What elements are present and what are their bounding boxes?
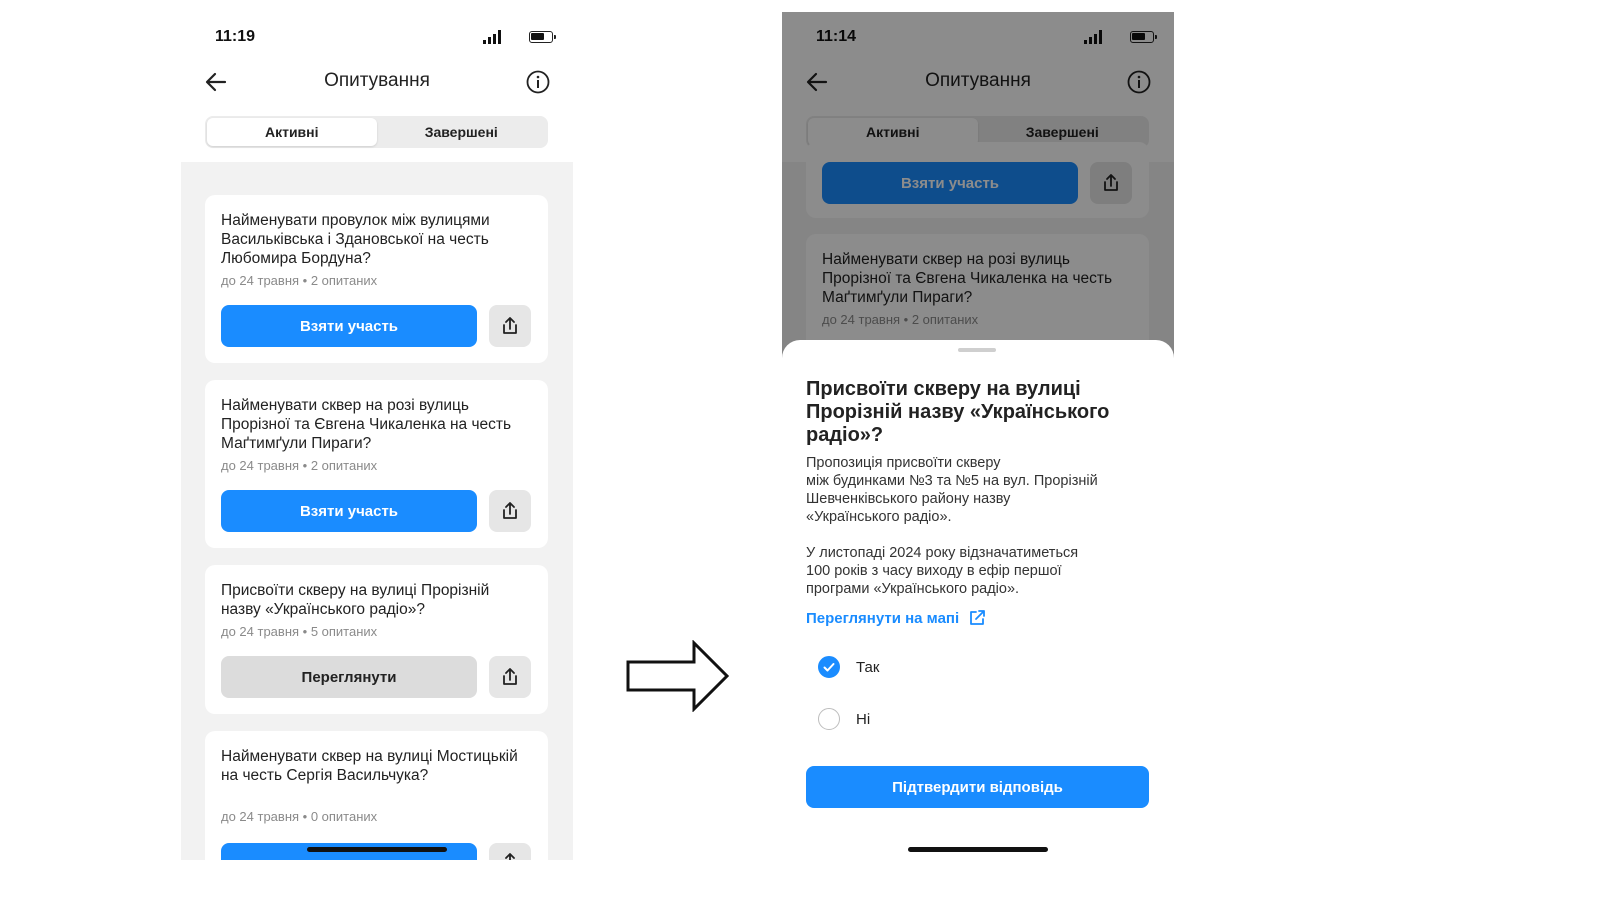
option-label: Так [856, 658, 880, 676]
share-button[interactable] [489, 656, 531, 698]
sheet-description: Пропозиція присвоїти скверу між будинками №3 та №5 на вул. Прорізній Шевченківського району назву «Українського радіо». [806, 455, 1098, 525]
status-time: 11:14 [816, 28, 857, 45]
poll-meta: до 24 травня • 0 опитаних [221, 809, 378, 824]
poll-card [205, 565, 548, 714]
tab-finished[interactable]: Завершені [1025, 124, 1099, 140]
share-button[interactable] [489, 305, 531, 347]
info-icon[interactable] [525, 69, 551, 95]
poll-title: Найменувати провулок між вулицями Васильківська і Здановської на честь Любомира Бордуна? [221, 212, 490, 267]
segmented-tabs [205, 116, 548, 148]
share-icon [499, 500, 521, 522]
tab-finished[interactable]: Завершені [424, 124, 498, 140]
option-no[interactable] [818, 708, 870, 730]
sheet-drag-handle[interactable] [958, 348, 996, 352]
tab-active[interactable]: Активні [207, 118, 377, 146]
map-link-label: Переглянути на мапі [806, 609, 960, 627]
participate-button[interactable]: Взяти участь [221, 490, 477, 532]
signal-icon [483, 30, 503, 44]
battery-icon [529, 31, 553, 43]
home-indicator [307, 847, 447, 852]
view-on-map-link[interactable] [806, 608, 987, 628]
external-link-icon [967, 608, 987, 628]
poll-meta: до 24 травня • 2 опитаних [221, 273, 378, 288]
poll-title: Найменувати сквер на розі вулиць Прорізної та Євгена Чикаленка на честь Маґтимґули Пираги? [221, 397, 512, 452]
share-icon [499, 666, 521, 688]
sheet-title: Присвоїти скверу на вулиці Прорізній назву «Українського радіо»? [806, 378, 1110, 446]
poll-card [205, 380, 548, 548]
participate-button[interactable]: Взяти участь [221, 305, 477, 347]
poll-meta: до 24 травня • 2 опитаних [221, 458, 378, 473]
poll-meta: до 24 травня • 5 опитаних [221, 624, 378, 639]
tab-active[interactable]: Активні [808, 118, 978, 146]
option-label: Ні [856, 710, 871, 728]
radio-no[interactable] [818, 708, 840, 730]
poll-list[interactable] [181, 162, 573, 860]
right-phone-screen [782, 12, 1174, 860]
radio-yes[interactable] [818, 656, 840, 678]
participate-button[interactable]: Взяти участь [822, 162, 1078, 204]
status-time: 11:19 [215, 28, 256, 45]
share-button[interactable] [489, 843, 531, 860]
share-button[interactable] [489, 490, 531, 532]
sheet-description: У листопаді 2024 року відзначатиметься 100 років з часу виходу в ефір першої програми «Українського радіо». [806, 545, 1079, 597]
nav-bar [181, 60, 573, 104]
page-title: Опитування [324, 70, 430, 91]
check-icon [822, 660, 836, 674]
poll-title: Найменувати сквер на вулиці Мостицькій на честь Сергія Васильчука? [221, 748, 518, 784]
status-bar [181, 12, 573, 60]
poll-meta: до 24 травня • 2 опитаних [822, 312, 979, 327]
poll-title: Присвоїти скверу на вулиці Прорізній назву «Українського радіо»? [221, 582, 490, 618]
right-arrow-icon [626, 640, 730, 712]
share-icon [499, 851, 521, 860]
home-indicator [908, 847, 1048, 852]
page-title: Опитування [925, 70, 1031, 91]
poll-bottom-sheet [782, 340, 1174, 860]
confirm-answer-button[interactable]: Підтвердити відповідь [806, 766, 1149, 808]
poll-card [205, 195, 548, 363]
view-button[interactable]: Переглянути [221, 656, 477, 698]
poll-card [205, 731, 548, 860]
option-yes[interactable] [818, 656, 879, 678]
left-phone-screen [181, 12, 573, 860]
poll-title: Найменувати сквер на розі вулиць Прорізної та Євгена Чикаленка на честь Маґтимґули Пираги? [822, 251, 1113, 306]
share-icon [499, 315, 521, 337]
